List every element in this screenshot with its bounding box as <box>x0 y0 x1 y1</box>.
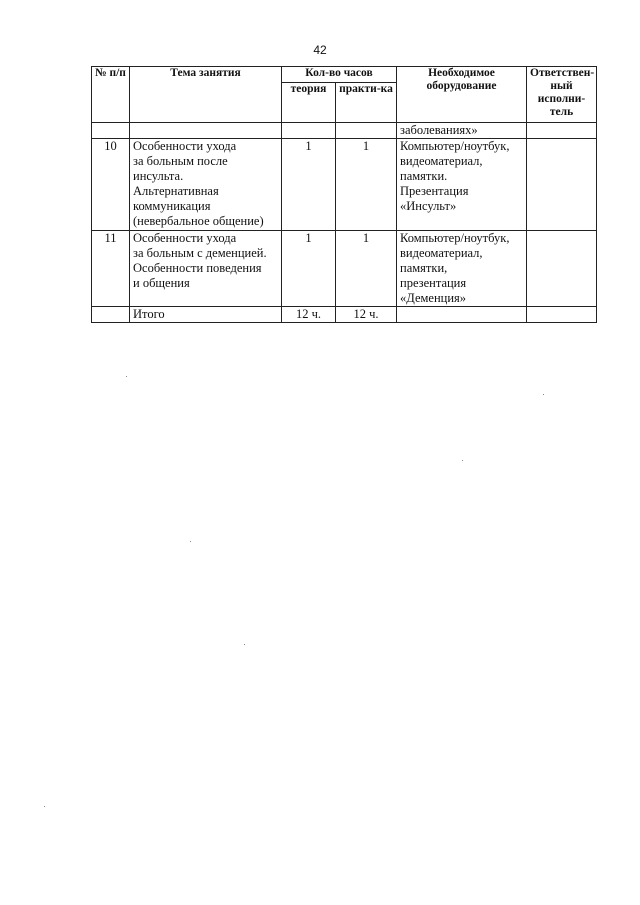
table-row <box>92 139 597 231</box>
topic-line: Альтернативная <box>133 184 219 198</box>
topic-line: Особенности ухода <box>133 139 237 153</box>
topic-line: Особенности поведения <box>133 261 262 275</box>
equipment-line: Компьютер/ноутбук, <box>400 231 510 245</box>
equipment-line: видеоматериал, <box>400 154 483 168</box>
scan-speck <box>126 376 127 377</box>
equipment-line: памятки. <box>400 169 448 183</box>
topic-line: за больным с деменцией. <box>133 246 267 260</box>
equipment-line: «Инсульт» <box>400 199 457 213</box>
continuation-practice-cell <box>336 123 397 139</box>
row-equipment <box>397 231 527 307</box>
equipment-line: памятки, <box>400 261 448 275</box>
total-theory-hours: 12 ч. <box>282 307 336 323</box>
equipment-line: Компьютер/ноутбук, <box>400 139 510 153</box>
topic-line: коммуникация <box>133 199 211 213</box>
row-num: 10 <box>92 139 130 231</box>
row-num: 11 <box>92 231 130 307</box>
row-responsible <box>527 231 597 307</box>
total-num-cell <box>92 307 130 323</box>
scan-speck <box>543 394 544 395</box>
continuation-equipment-cell: заболеваниях» <box>397 123 527 139</box>
total-label: Итого <box>130 307 282 323</box>
table-row-total <box>92 307 597 323</box>
row-theory-hours: 1 <box>282 231 336 307</box>
total-practice-hours: 12 ч. <box>336 307 397 323</box>
row-topic <box>130 139 282 231</box>
row-practice-hours: 1 <box>336 231 397 307</box>
equipment-line: презентация <box>400 276 467 290</box>
header-theory: теория <box>282 83 336 123</box>
row-equipment <box>397 139 527 231</box>
scan-speck <box>244 644 245 645</box>
page-number: 42 <box>313 43 327 57</box>
header-num: № п/п <box>92 67 130 123</box>
equipment-line: «Деменция» <box>400 291 467 305</box>
topic-line: (невербальное общение) <box>133 214 264 228</box>
row-theory-hours: 1 <box>282 139 336 231</box>
header-responsible: Ответствен-ный исполни-тель <box>527 67 597 123</box>
total-equipment-cell <box>397 307 527 323</box>
row-topic <box>130 231 282 307</box>
scan-speck <box>190 541 191 542</box>
header-practice: практи-ка <box>336 83 397 123</box>
continuation-responsible-cell <box>527 123 597 139</box>
equipment-line: видеоматериал, <box>400 246 483 260</box>
equipment-line: Презентация <box>400 184 469 198</box>
header-topic: Тема занятия <box>130 67 282 123</box>
header-equipment: Необходимое оборудование <box>397 67 527 123</box>
topic-line: и общения <box>133 276 190 290</box>
scan-speck <box>44 806 45 807</box>
continuation-topic-cell <box>130 123 282 139</box>
row-practice-hours: 1 <box>336 139 397 231</box>
row-responsible <box>527 139 597 231</box>
header-hours: Кол-во часов <box>282 67 397 83</box>
table-row <box>92 231 597 307</box>
total-responsible-cell <box>527 307 597 323</box>
continuation-num-cell <box>92 123 130 139</box>
topic-line: инсульта. <box>133 169 184 183</box>
topic-line: за больным после <box>133 154 228 168</box>
lesson-schedule-table <box>91 66 597 323</box>
continuation-theory-cell <box>282 123 336 139</box>
scan-speck <box>462 460 463 461</box>
table-row-continuation <box>92 123 597 139</box>
topic-line: Особенности ухода <box>133 231 237 245</box>
